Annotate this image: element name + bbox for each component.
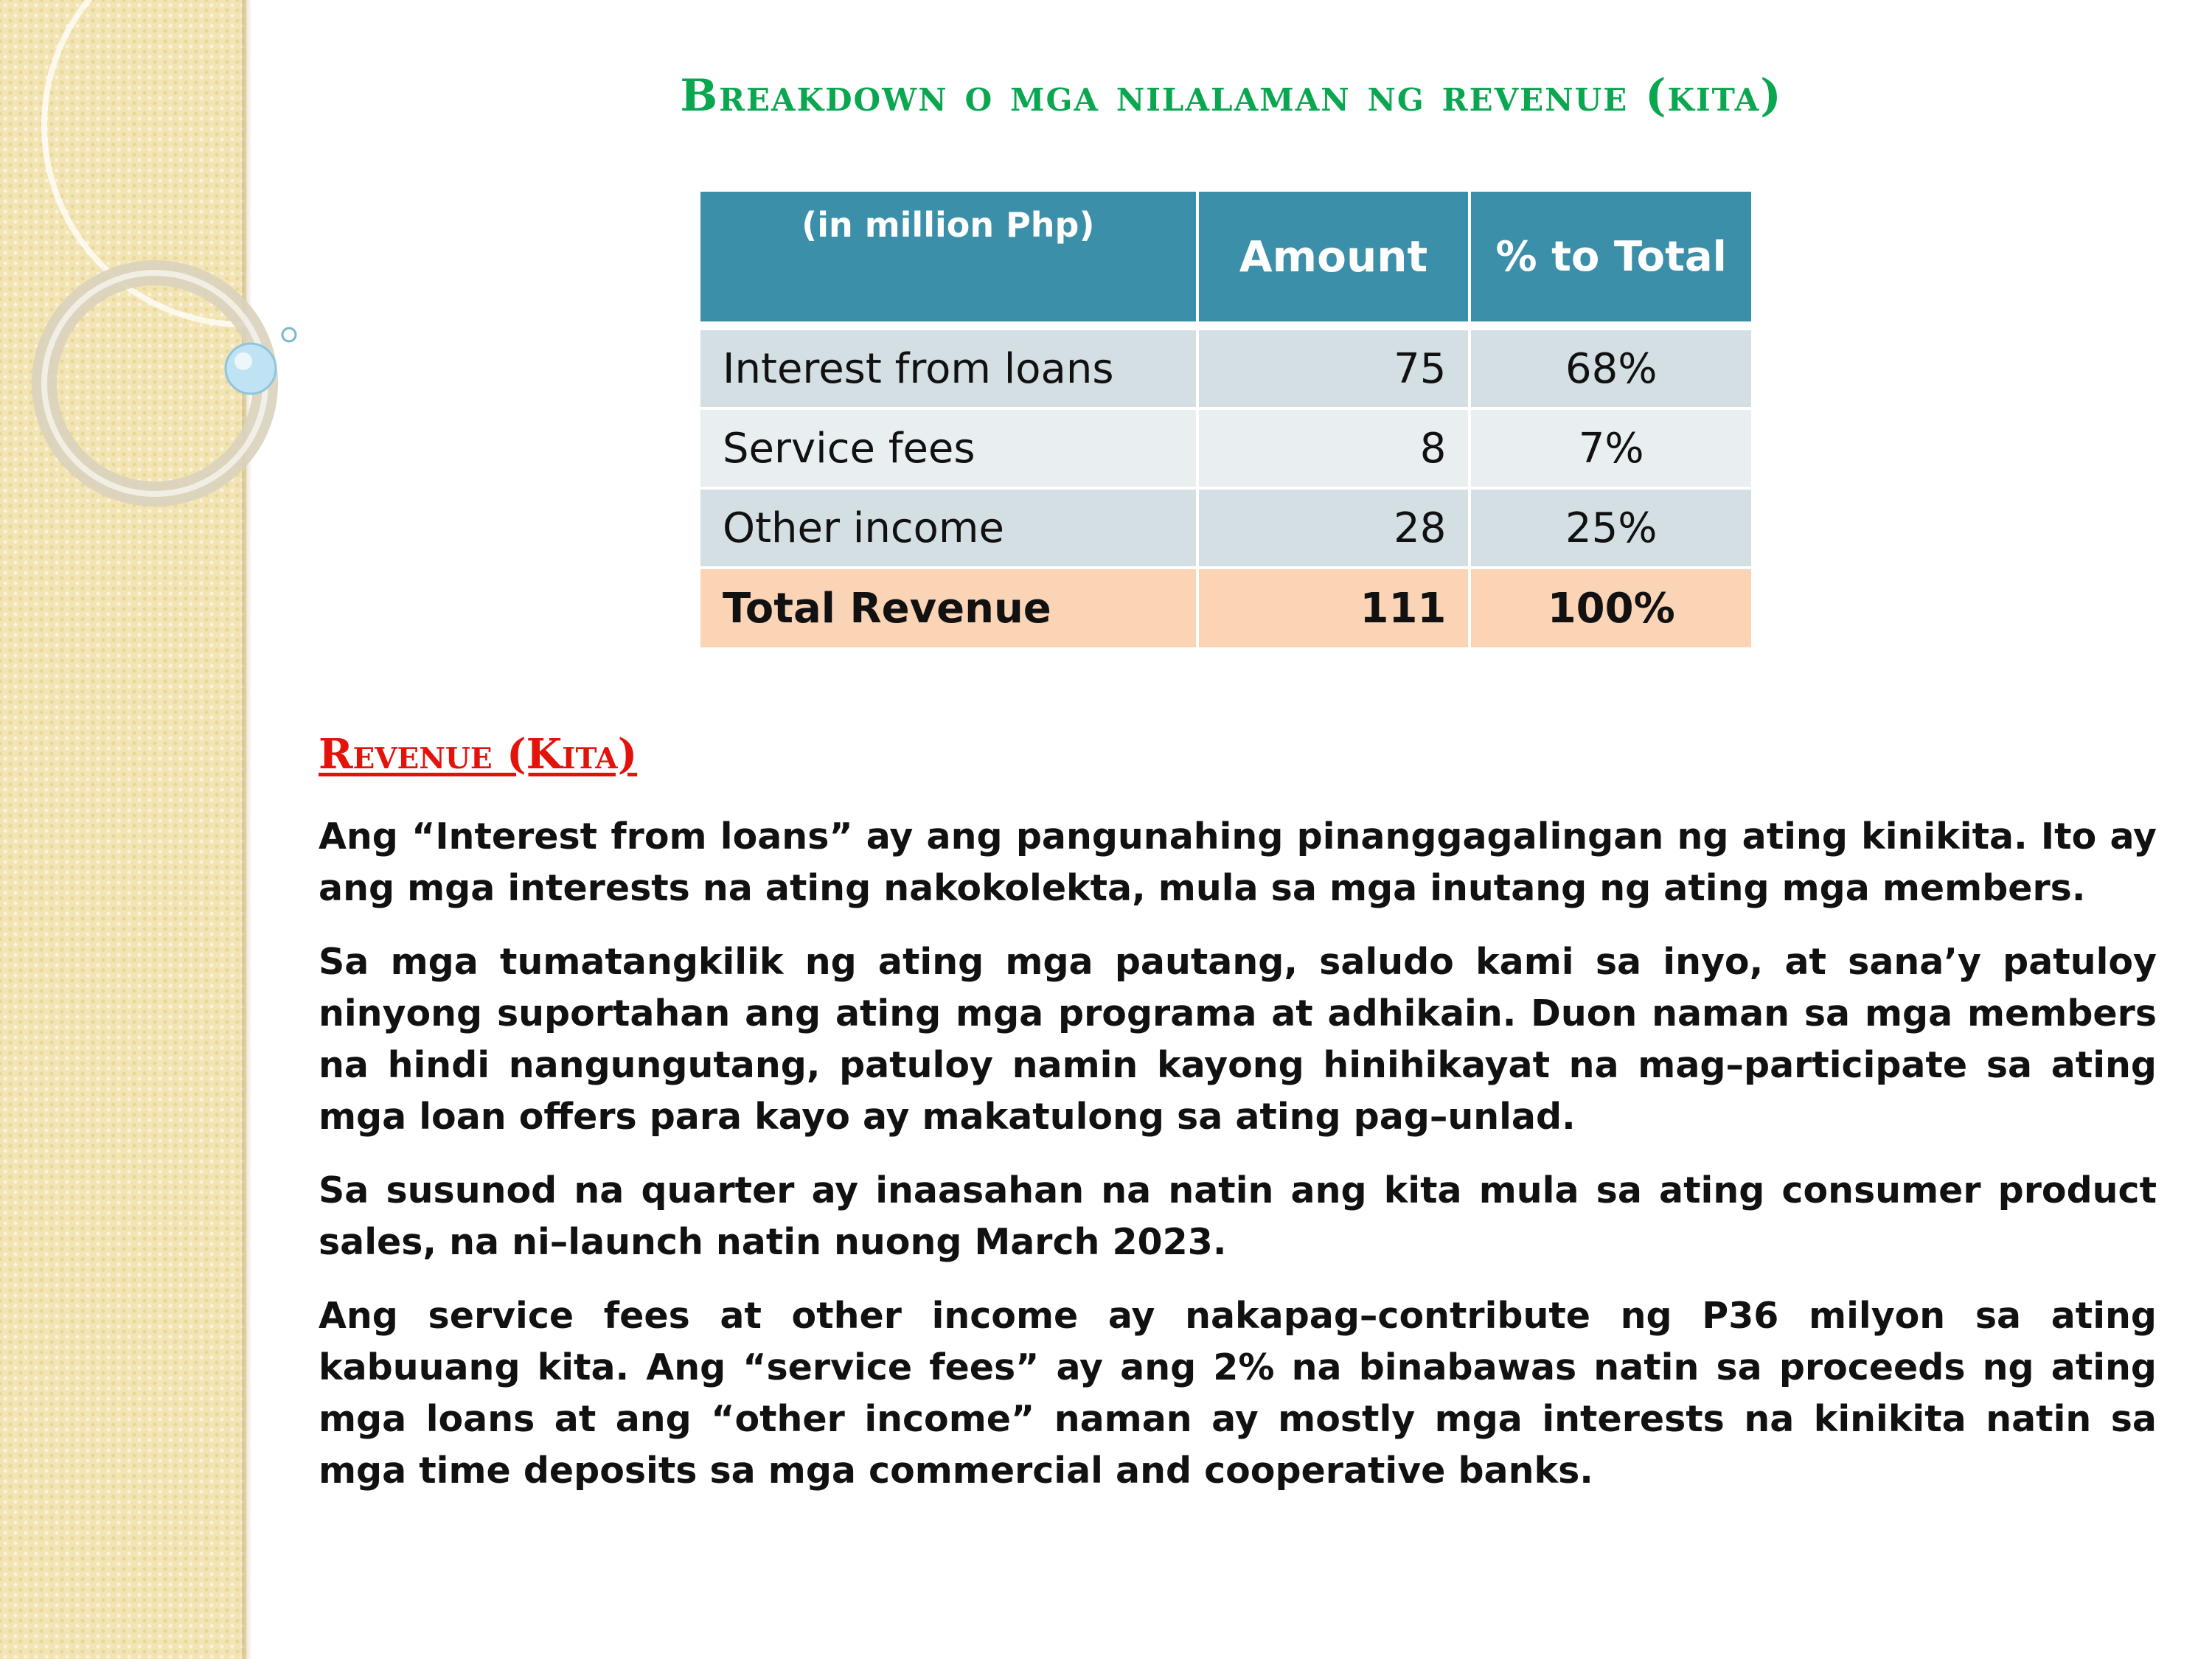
revenue-breakdown-table (700, 192, 1751, 650)
row-amount: 28 (1197, 488, 1470, 568)
paragraph: Ang service fees at other income ay nakapag–contribute ng P36 milyon sa ating kabuuang kita. Ang “service fees” ay ang 2% na binabawas natin sa proceeds ng ating mga loans at ang “other income” naman ay mostly mga interests na kinikita natin sa mga time deposits sa mga commercial and cooperative banks. (319, 1295, 2157, 1492)
paragraph: Sa susunod na quarter ay inaasahan na natin ang kita mula sa ating consumer product sales, na ni–launch natin nuong March 2023. (319, 1169, 2157, 1263)
row-percent: 68% (1470, 326, 1751, 408)
paragraph: Sa mga tumatangkilik ng ating mga pautang, saludo kami sa inyo, at sana’y patuloy ninyong suportahan ang ating mga programa at adhikain. Duon naman sa mga members na hindi nangungutang, patuloy namin kayong hinihikayat na mag–participate sa ating mga loan offers para kayo ay makatulong sa ating pag–unlad. (319, 941, 2157, 1138)
row-percent: 25% (1470, 488, 1751, 568)
row-amount: 75 (1197, 326, 1470, 408)
row-amount: 8 (1197, 408, 1470, 488)
row-label: Interest from loans (700, 326, 1197, 408)
table-header-row (700, 192, 1751, 326)
table-row (700, 488, 1751, 568)
row-percent: 7% (1470, 408, 1751, 488)
decorative-small-bubble (282, 328, 296, 341)
body-text (319, 811, 2157, 1519)
paragraph: Ang “Interest from loans” ay ang pangunahing pinanggagalingan ng ating kinikita. Ito ay ang mga interests na ating nakokolekta, mula sa mga inutang ng ating mga members. (319, 815, 2157, 909)
total-percent: 100% (1470, 568, 1751, 649)
header-percent-total: % to Total (1470, 192, 1751, 326)
section-heading: Revenue (Kita) (319, 730, 638, 779)
total-label: Total Revenue (700, 568, 1197, 649)
table-total-row (700, 568, 1751, 649)
row-label: Service fees (700, 408, 1197, 488)
table-row (700, 408, 1751, 488)
decorative-bubble-shine (234, 352, 252, 370)
page-title: Breakdown o mga nilalaman ng revenue (kita) (680, 70, 1783, 122)
decorative-bubble (226, 344, 276, 394)
header-unit-label: (in million Php) (700, 192, 1197, 326)
total-amount: 111 (1197, 568, 1470, 649)
row-label: Other income (700, 488, 1197, 568)
header-amount: Amount (1197, 192, 1470, 326)
table-row (700, 326, 1751, 408)
